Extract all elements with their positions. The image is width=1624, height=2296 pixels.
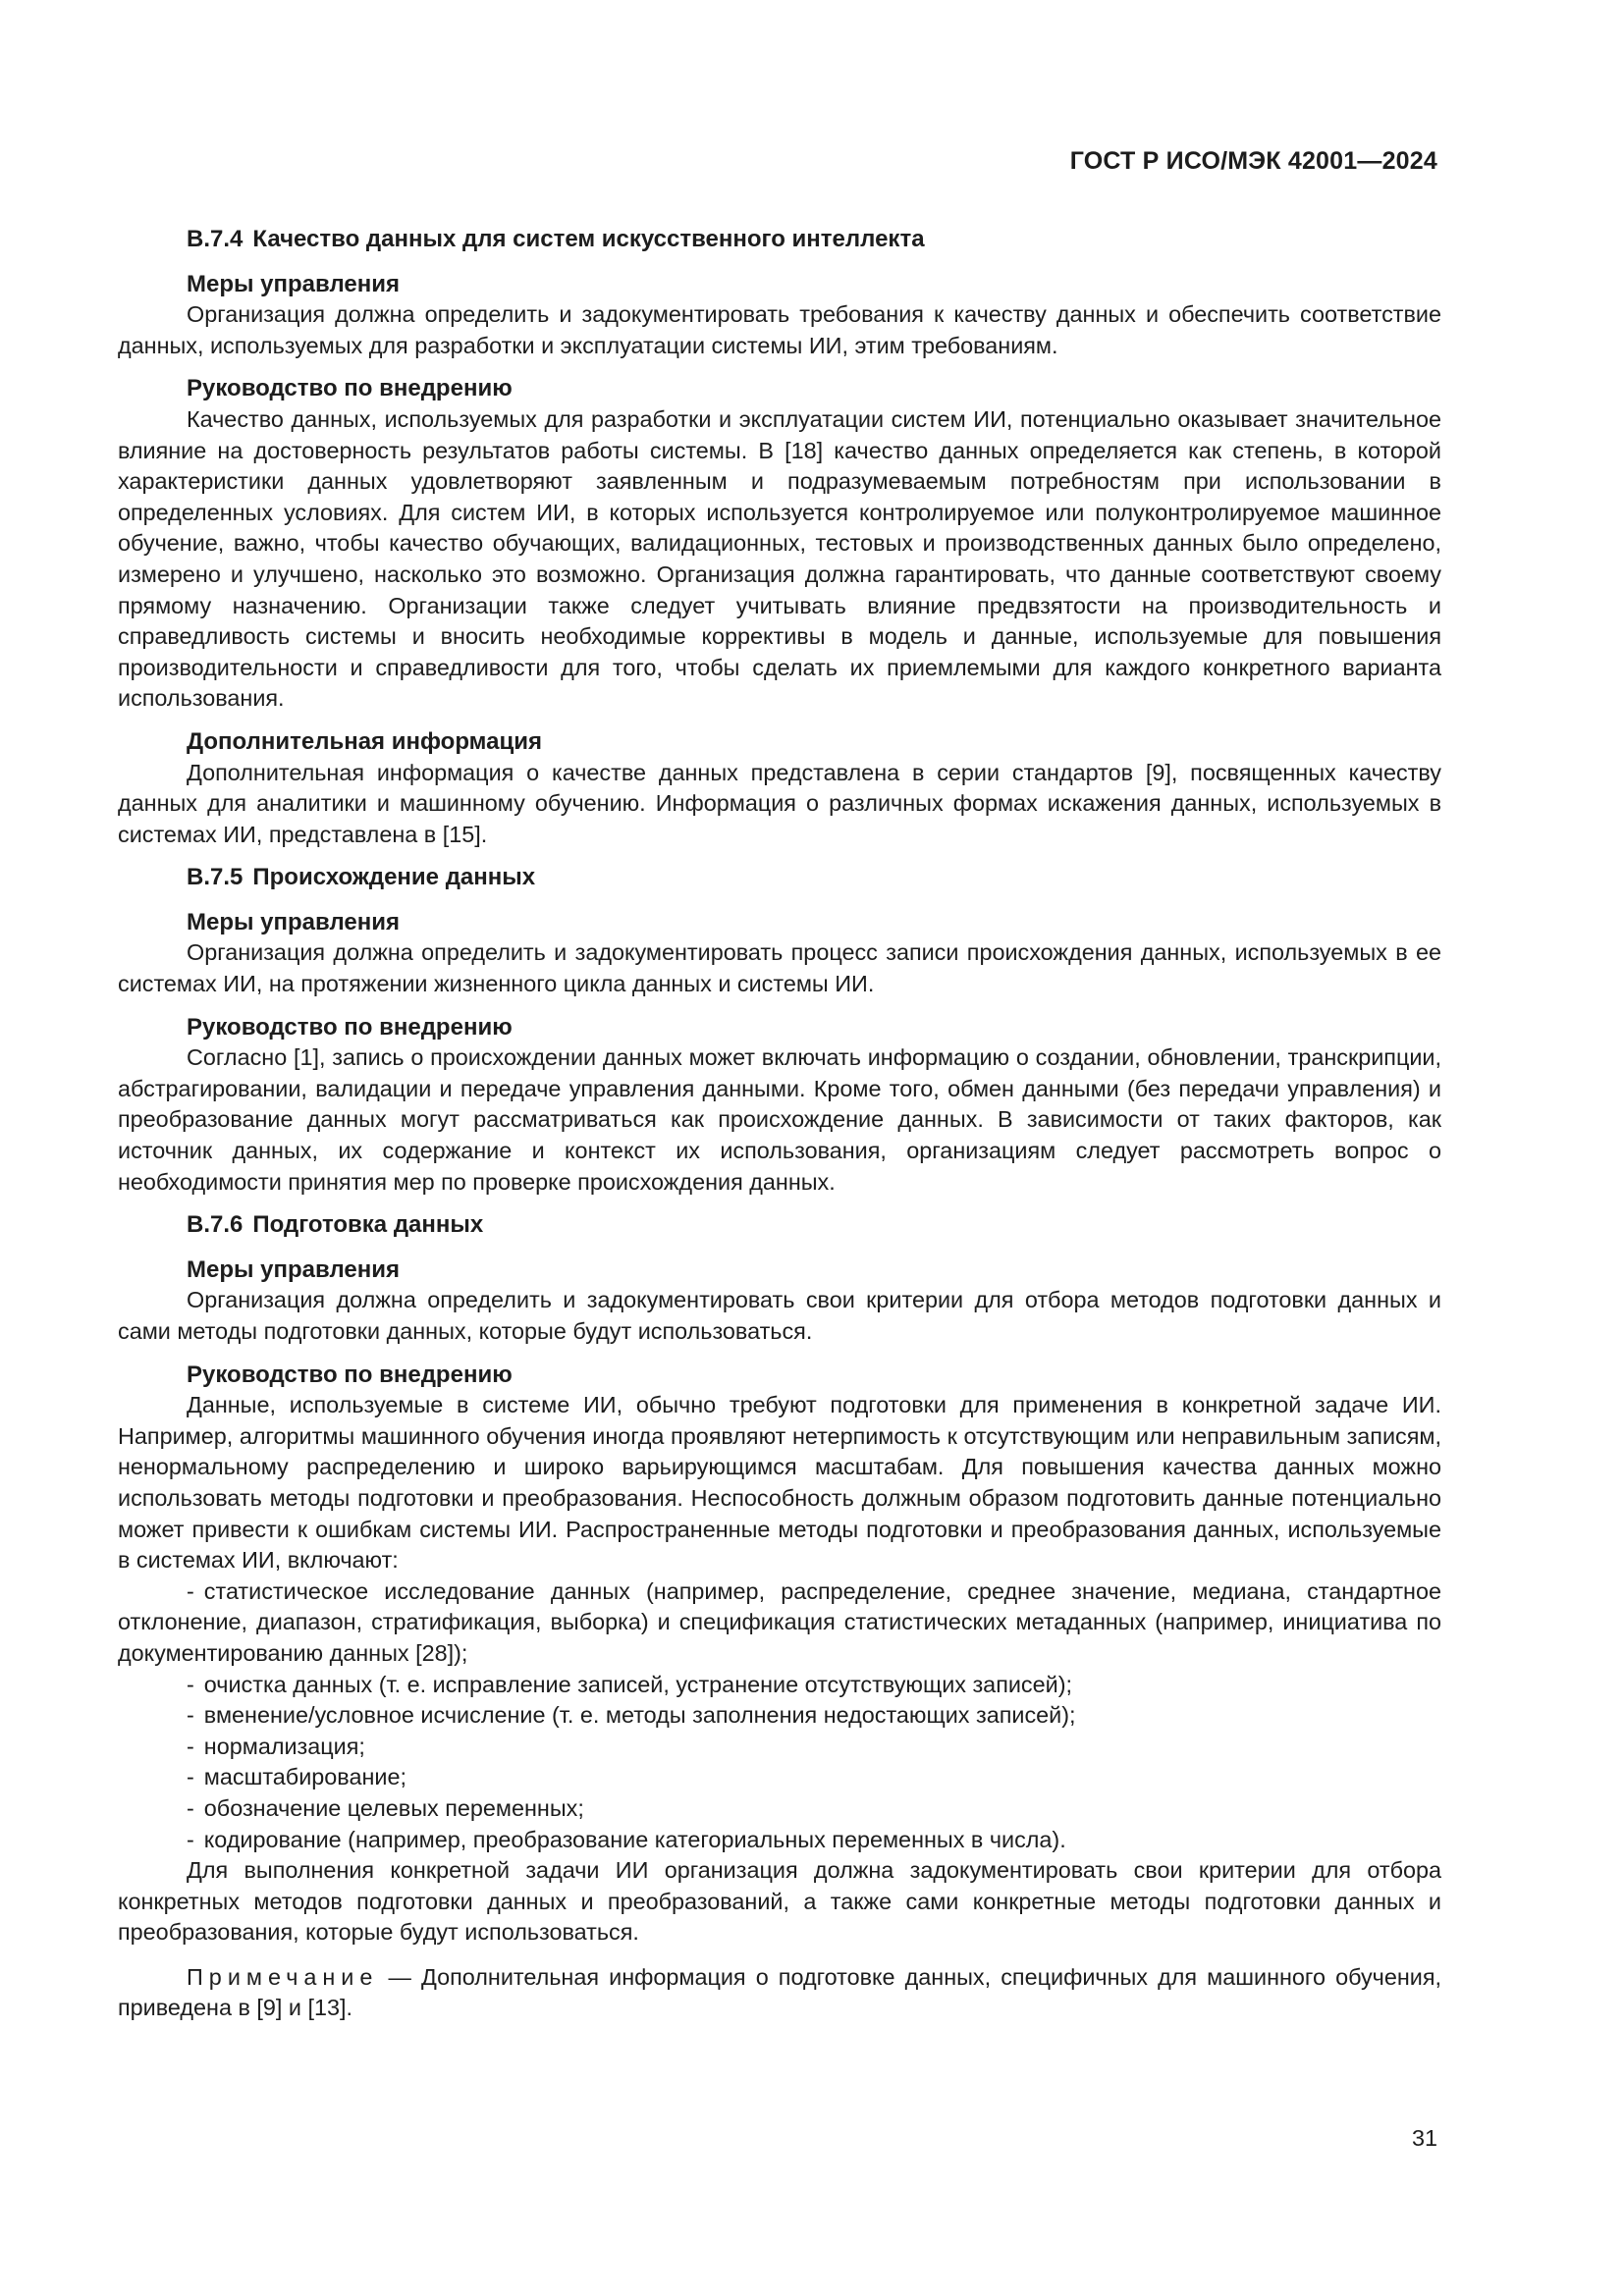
paragraph: Организация должна определить и задокументировать процесс записи происхождения данных, используемых в ее системах ИИ, на протяжении жизненного цикла данных и системы ИИ.: [118, 939, 1441, 997]
section-title-text: Подготовка данных: [252, 1211, 484, 1239]
paragraph: Данные, используемые в системе ИИ, обычно требуют подготовки для применения в конкретной задаче ИИ. Например, алгоритмы машинного обучения иногда проявляют нетерпимость к отсутствующим или неправильным записям, ненормальному распределению и широко варьирующимся масштабам. Для повышения качества данных можно использовать методы подготовки и преобразования. Неспособность должным образом подготовить данные потенциально может привести к ошибкам системы ИИ. Распространенные методы подготовки и преобразования данных, используемые в системах ИИ, включают:: [118, 1392, 1441, 1574]
page-number: 31: [1411, 2125, 1437, 2151]
section-number: B.7.6: [187, 1211, 244, 1239]
methods-list: [118, 1576, 1441, 1855]
note-label: Примечание: [187, 1963, 379, 1990]
paragraph: Организация должна определить и задокументировать свои критерии для отбора методов подготовки данных и сами методы подготовки данных, которые будут использоваться.: [118, 1287, 1441, 1344]
list-dash: -: [187, 1794, 194, 1821]
paragraph: Для выполнения конкретной задачи ИИ организация должна задокументировать свои критерии для отбора конкретных методов подготовки данных и преобразований, а также сами конкретные методы подготовки данных и преобразования, которые будут использоваться.: [118, 1857, 1441, 1946]
list-dash: -: [187, 1764, 194, 1790]
section-title: [118, 1209, 1441, 1241]
section-title: [118, 862, 1441, 893]
list-dash: -: [187, 1577, 194, 1604]
section-b-7-6: [118, 1209, 1441, 2024]
note-text: Дополнительная информация о подготовке данных, специфичных для машинного обучения, приведена в [9] и [13].: [118, 1963, 1441, 2021]
list-item: - статистическое исследование данных (например, распределение, среднее значение, медиана, стандартное отклонение, диапазон, стратификация, выборка) и спецификация статистических метаданных (например, инициатива по документированию данных [28]);: [118, 1577, 1441, 1666]
subsection-heading: Руководство по внедрению: [187, 1013, 513, 1041]
section-b-7-5: [118, 862, 1441, 1198]
list-dash: -: [187, 1733, 194, 1759]
section-title-text: Происхождение данных: [252, 864, 536, 891]
section-title: [118, 224, 1441, 255]
section-number: B.7.4: [187, 226, 244, 252]
list-dash: -: [187, 1671, 194, 1697]
subsection-heading: Руководство по внедрению: [187, 1361, 513, 1388]
list-dash: -: [187, 1702, 194, 1729]
list-item: - обозначение целевых переменных;: [187, 1794, 584, 1821]
list-item: - нормализация;: [187, 1733, 365, 1759]
list-dash: -: [187, 1826, 194, 1852]
subsection-heading: Дополнительная информация: [187, 727, 542, 755]
note: [118, 1962, 1441, 2024]
note-dash: —: [388, 1963, 411, 1990]
paragraph: Дополнительная информация о качестве данных представлена в серии стандартов [9], посвященных качеству данных для аналитики и машинному обучению. Информация о различных формах искажения данных, используемых в системах ИИ, представлена в [15].: [118, 759, 1441, 847]
subsection-heading: Меры управления: [187, 270, 400, 297]
list-item: - вменение/условное исчисление (т. е. методы заполнения недостающих записей);: [187, 1702, 1076, 1729]
section-b-7-4: [118, 224, 1441, 850]
list-item: - кодирование (например, преобразование категориальных переменных в числа).: [187, 1826, 1066, 1852]
section-title-text: Качество данных для систем искусственного интеллекта: [252, 226, 925, 252]
document-body: [118, 224, 1441, 2024]
paragraph: Качество данных, используемых для разработки и эксплуатации систем ИИ, потенциально оказывает значительное влияние на достоверность результатов работы системы. В [18] качество данных определяется как степень, в которой характеристики данных удовлетворяют заявленным и подразумеваемым потребностям при использовании в определенных условиях. Для систем ИИ, в которых используется контролируемое или полуконтролируемое машинное обучение, важно, чтобы качество обучающих, валидационных, тестовых и производственных данных было определено, измерено и улучшено, насколько это возможно. Организация должна гарантировать, что данные соответствуют своему прямому назначению. Организации также следует учитывать влияние предвзятости на производительность и справедливость системы и вносить необходимые коррективы в модель и данные, используемые для повышения производительности и справедливости для того, чтобы сделать их приемлемыми для каждого конкретного варианта использования.: [118, 405, 1441, 712]
document-code-header: ГОСТ Р ИСО/МЭК 42001—2024: [1069, 147, 1437, 175]
subsection-heading: Руководство по внедрению: [187, 375, 513, 402]
subsection-heading: Меры управления: [187, 908, 400, 935]
paragraph: Организация должна определить и задокументировать требования к качеству данных и обеспечить соответствие данных, используемых для разработки и эксплуатации системы ИИ, этим требованиям.: [118, 301, 1441, 358]
section-number: B.7.5: [187, 864, 244, 891]
list-item: - масштабирование;: [187, 1764, 406, 1790]
list-item: - очистка данных (т. е. исправление записей, устранение отсутствующих записей);: [187, 1671, 1072, 1697]
paragraph: Согласно [1], запись о происхождении данных может включать информацию о создании, обновлении, транскрипции, абстрагировании, валидации и передаче управления данными. Кроме того, обмен данными (без передачи управления) и преобразование данных могут рассматриваться как происхождение данных. В зависимости от таких факторов, как источник данных, их содержание и контекст их использования, организациям следует рассмотреть вопрос о необходимости принятия мер по проверке происхождения данных.: [118, 1044, 1441, 1195]
subsection-heading: Меры управления: [187, 1255, 400, 1283]
